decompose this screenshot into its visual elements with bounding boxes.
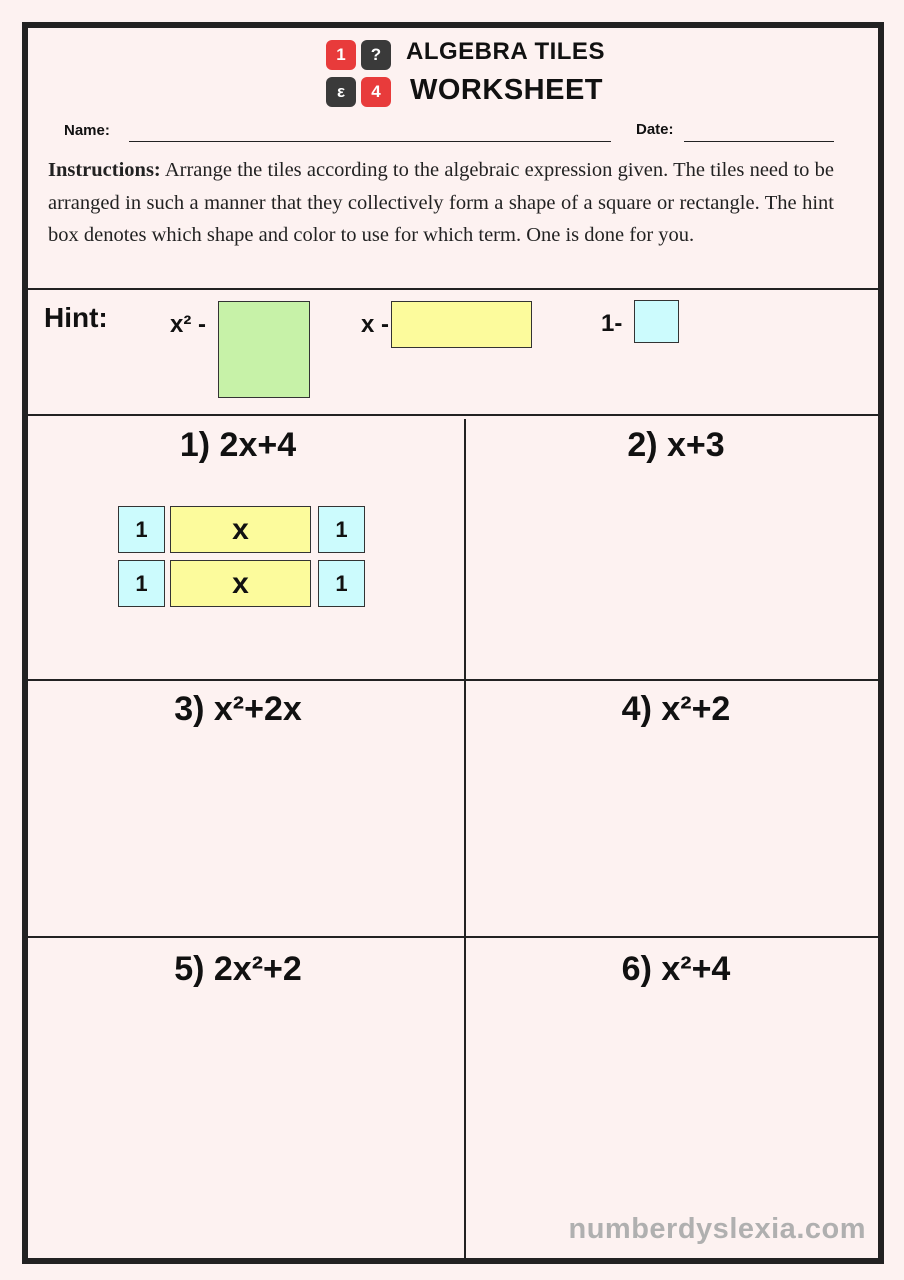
divider	[22, 679, 884, 681]
hint-unit-tile	[634, 300, 679, 343]
logo-tile-question: ?	[361, 40, 391, 70]
problem-5: 5) 2x²+2	[174, 950, 302, 988]
logo-tile-4: 4	[361, 77, 391, 107]
problem-3: 3) x²+2x	[174, 690, 302, 728]
column-divider	[464, 419, 466, 1264]
name-field[interactable]	[129, 141, 611, 142]
divider	[22, 288, 884, 290]
logo-tile-epsilon: ε	[326, 77, 356, 107]
hint-x-squared-label: x² -	[170, 311, 206, 338]
title-line-2: WORKSHEET	[410, 74, 603, 106]
hint-x-tile	[391, 301, 532, 348]
problem-1: 1) 2x+4	[179, 426, 297, 464]
instructions	[48, 154, 834, 252]
instructions-text: Arrange the tiles according to the algebraic expression given. The tiles need to be arranged in such a manner that they collectively form a shape of a square or rectangle. The hint box denotes which shape and color to use for which term. One is done for you.	[48, 159, 834, 246]
example-unit-tile: 1	[318, 506, 365, 553]
example-unit-tile: 1	[118, 560, 165, 607]
hint-x-squared-tile	[218, 301, 310, 398]
problem-2: 2) x+3	[627, 426, 725, 464]
hint-title: Hint:	[44, 302, 108, 333]
date-field[interactable]	[684, 141, 834, 142]
example-x-tile: x	[170, 560, 311, 607]
instructions-label: Instructions:	[48, 159, 161, 181]
example-unit-tile: 1	[118, 506, 165, 553]
date-label: Date:	[636, 121, 674, 138]
worksheet-page	[22, 22, 884, 1264]
hint-x-label: x -	[361, 311, 390, 338]
hint-unit-label: 1-	[601, 310, 623, 337]
logo	[326, 40, 394, 108]
name-label: Name:	[64, 122, 110, 139]
divider	[22, 414, 884, 416]
title-line-1: ALGEBRA TILES	[406, 38, 605, 65]
divider	[22, 936, 884, 938]
watermark: numberdyslexia.com	[568, 1213, 866, 1245]
logo-tile-1: 1	[326, 40, 356, 70]
problem-6: 6) x²+4	[621, 950, 731, 988]
example-unit-tile: 1	[318, 560, 365, 607]
problem-4: 4) x²+2	[621, 690, 731, 728]
example-x-tile: x	[170, 506, 311, 553]
